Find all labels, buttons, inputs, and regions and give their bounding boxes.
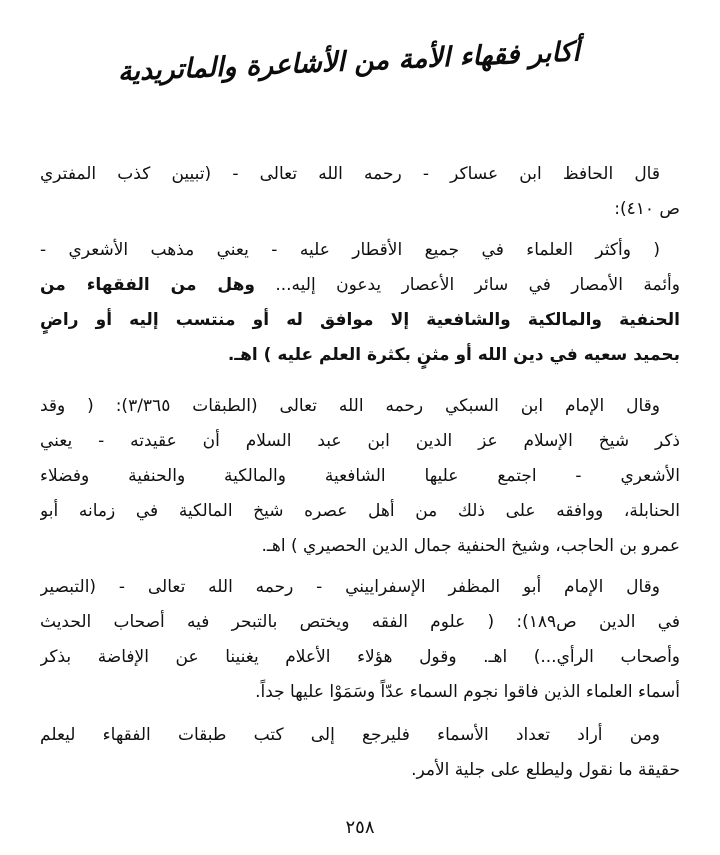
text-line-bold: بحميد سعيه في دين الله أو مثنٍ بكثرة العلم عليه ) اهـ.: [227, 345, 680, 365]
paragraph-ibn-asakir-intro: [40, 157, 680, 227]
text-line: وأصحاب الرأي...) اهـ. وقول هؤلاء الأعلام يغنينا عن الإفاضة بذكر: [40, 647, 680, 667]
paragraph-ibn-subki: [40, 389, 680, 564]
text-line: عمرو بن الحاجب، وشيخ الحنفية جمال الدين الحصيري ) اهـ.: [261, 536, 680, 556]
text-line: وقال الإمام أبو المظفر الإسفراييني - رحمه الله تعالى - (التبصير: [40, 577, 660, 597]
text-line: الأشعري - اجتمع عليها الشافعية والمالكية والحنفية وفضلاء: [40, 466, 680, 486]
text-line: قال الحافظ ابن عساكر - رحمه الله تعالى - (تبيين كذب المفتري: [40, 164, 660, 184]
paragraph-conclusion: [40, 718, 680, 788]
text-line: الحنابلة، ووافقه على ذلك من أهل عصره شيخ المالكية في زمانه أبو: [40, 501, 680, 521]
text-line: وقال الإمام ابن السبكي رحمه الله تعالى (الطبقات ٣/٣٦٥): ( وقد: [40, 396, 661, 416]
text-line: ومن أراد تعداد الأسماء فليرجع إلى كتب طبقات الفقهاء ليعلم: [40, 725, 660, 745]
text-line-bold: الحنفية والمالكية والشافعية إلا موافق له أو منتسب إليه أو راضٍ: [40, 310, 680, 330]
page-title: أكابر فقهاء الأمة من الأشاعرة والماتريدية: [117, 36, 581, 88]
text-line: ص ٤١٠):: [614, 199, 680, 219]
text-line-bound: وأئمة الأمصار في سائر الأعصار يدعون إليه... وهل من الفقهاء من: [40, 275, 680, 295]
paragraph-ibn-asakir-quote: [40, 233, 680, 373]
text-line: حقيقة ما نقول وليطلع على جلية الأمر.: [411, 760, 680, 780]
text-line: في الدين ص١٨٩): ( علوم الفقه ويختص بالتبحر فيه أصحاب الحديث: [40, 612, 680, 632]
text-line: ذكر شيخ الإسلام عز الدين ابن عبد السلام أن عقيدته - يعني: [40, 431, 680, 451]
page-number: ٢٥٨: [345, 817, 375, 838]
paragraph-isfarayini: [40, 570, 680, 710]
bold-phrase: وهل من الفقهاء من: [40, 275, 255, 295]
text-line: أسماء العلماء الذين فاقوا نجوم السماء عدّاً وسَمَوْا عليها جداً.: [255, 682, 680, 702]
text-line: [40, 268, 680, 303]
text-line: ( وأكثر العلماء في جميع الأقطار عليه - يعني مذهب الأشعري -: [40, 240, 660, 260]
